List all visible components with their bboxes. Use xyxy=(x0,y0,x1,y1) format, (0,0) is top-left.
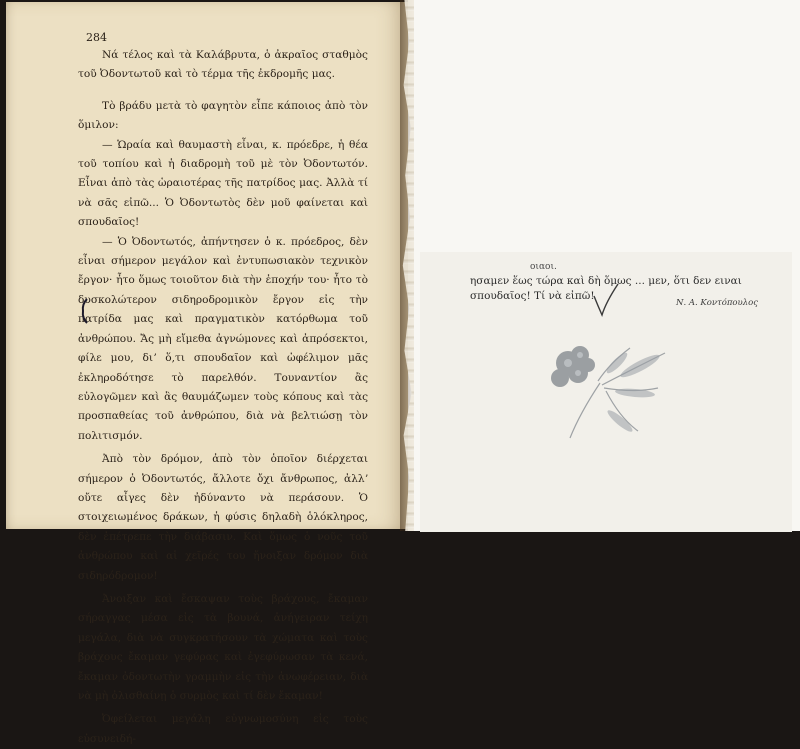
left-book-page xyxy=(6,2,408,745)
left-page-text xyxy=(78,46,368,749)
pen-bracket-mark xyxy=(80,298,90,324)
page-number: 284 xyxy=(86,31,107,44)
paragraph: Ἀνοιξαν καὶ ἔσκαψαν τοὺς βράχους, ἔκαμαν σήραγγας μέσα εἰς τὰ βουνά, ἀνήγειραν τείχη μεγάλα, διὰ νὰ συγκρατήσουν τὰ χώματα καὶ τοὺς βράχους ἔκαμαν γεφύρας καὶ ἐγεφύρωσαν τὰ κενά, ἔκαμαν ὀδοντωτὴν γραμμὴν εἰς τὴν ἀνωφέρειαν, διὰ νὰ μὴ ὀλισθαίνῃ ὁ συρμὸς καὶ τί δὲν ἔκαμαν! xyxy=(78,592,368,702)
paragraph: Ὀφείλεται μεγάλη εὐγνωμοσύνη εἰς τοὺς εὐσυνειδή- xyxy=(78,713,368,745)
paragraph: Τὸ βράδυ μετὰ τὸ φαγητὸν εἶπε κάποιος ἀπὸ τὸν ὅμιλον: xyxy=(78,99,368,132)
paragraph: — Ὁ Ὀδοντωτός, ἀπήντησεν ὁ κ. πρόεδρος, δὲν εἶναι σήμερον μεγάλον καὶ ἐντυπωσιακὸν τεχνικὸν ἔργον· ἦτο ὅμως τοιοῦτον διὰ τὴν ἐποχήν του· ἦτο τὸ δυσκολώτερον σιδηροδρομικὸν ἔργον εἰς τὴν πατρίδα μας καὶ πραγματικὸν κατόρθωμα τοῦ ἀνθρώπου. Ἄς μὴ εἴμεθα ἀγνώμονες καὶ ἀπρόσεκτοι, φίλε μου, διʼ ὅ,τι σπουδαῖον καὶ ὠφέλιμον μᾶς ἐκληροδότησε τὸ παρελθόν. Τουναντίον ἂς εὐλογῶμεν καὶ ἂς θαυμάζωμεν τοὺς κόπους καὶ τὰς προσπαθείας τοῦ ἀνθρώπου, διὰ νὰ βελτιώσῃ τὸν πολιτισμόν. xyxy=(78,235,368,442)
paragraph: Ἀπὸ τὸν δρόμον, ἀπὸ τὸν ὁποῖον διέρχεται σήμερον ὁ Ὀδοντωτός, ἄλλοτε ὄχι ἄνθρωπος, ἀλλʼ οὔτε αἶγες δὲν ἠδύναντο νὰ περάσουν. Ὁ στοιχειωμένος δράκων, ἡ φύσις δηλαδὴ ὁλόκληρος, δὲν ἐπέτρεπε τὴν διάβασιν. Καὶ ὅμως ὁ νοῦς τοῦ ἀνθρώπου καὶ αἱ χεῖρές του ἤνοιξαν δρόμον διὰ σιδηρόδρομον! xyxy=(78,453,368,582)
fragment-line-2: σπουδαῖος! Τί νὰ εἰπῶ! xyxy=(470,290,595,302)
pencil-check-mark-icon xyxy=(592,282,620,318)
author-signature: Ν. Α. Κοντόπουλος xyxy=(676,298,758,308)
paragraph: — Ὡραία καὶ θαυμαστὴ εἶναι, κ. πρόεδρε, ἡ θέα τοῦ τοπίου καὶ ἡ διαδρομὴ τοῦ μὲ τὸν Ὀδοντωτόν. Εἶναι ἀπὸ τὰς ὡραιοτέρας τῆς πατρίδος μας. Ἀλλὰ τί νὰ σᾶς εἰπῶ... Ὁ Ὀδοντωτὸς δὲν μοῦ φαίνεται καὶ σπουδαῖος! xyxy=(78,138,368,229)
flower-illustration-icon xyxy=(540,333,670,443)
fragment-line-1: ησαμεν ἕως τώρα καὶ δὴ ὅμως ... μεν, ὅτι δεν ειναι xyxy=(470,275,742,287)
paragraph: Νά τέλος καὶ τὰ Καλάβρυτα, ὁ ἀκραῖος σταθμὸς τοῦ Ὀδοντωτοῦ καὶ τὸ τέρμα τῆς ἐκδρομῆς μας. xyxy=(78,49,368,81)
fragment-partial-word: οιαοι. xyxy=(530,262,557,272)
